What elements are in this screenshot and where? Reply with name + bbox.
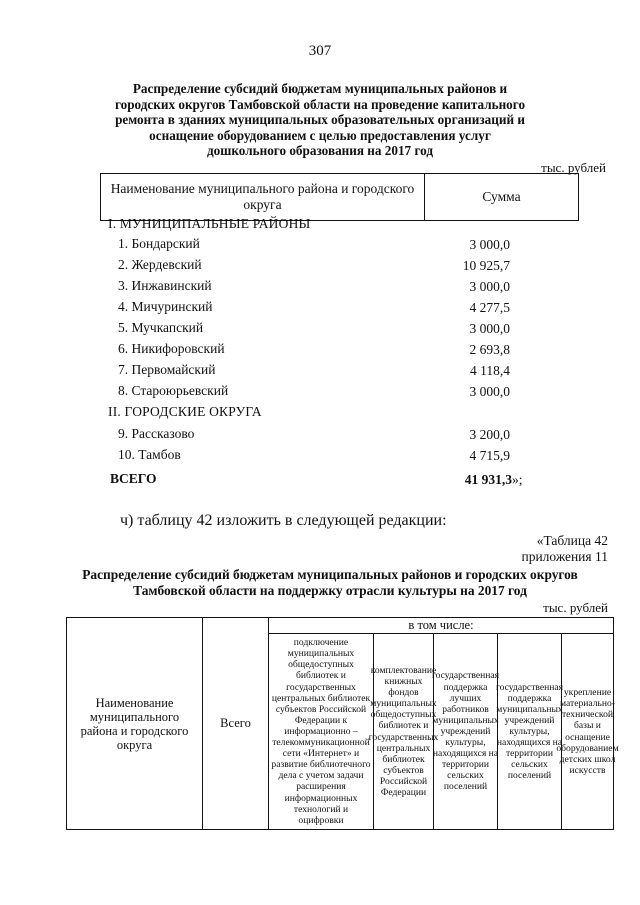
row-value: 3 200,0 [469, 427, 510, 442]
row-value: 4 715,9 [469, 448, 510, 463]
table41-header [100, 173, 579, 221]
row-value: 3 000,0 [469, 237, 510, 252]
table42-subcol-art-schools: укрепление материально-технической базы и оснащение оборудованием детских школ искусств [556, 687, 619, 776]
row-value: 10 925,7 [462, 258, 510, 273]
section-city-districts: II. ГОРОДСКИЕ ОКРУГА [108, 404, 262, 419]
total-label: ВСЕГО [110, 471, 157, 486]
table42-group-label: в том числе: [269, 618, 613, 634]
row-name: 1. Бондарский [118, 236, 200, 251]
table41-title: Распределение субсидий бюджетам муниципальных районов и городских округов Тамбовской области на проведение капитального ремонта в зданиях муниципальных образовательных организаций и оснащение оборудованием с целью предоставления услуг дошкольного образования на 2017 год [114, 81, 526, 159]
row-name: 4. Мичуринский [118, 299, 213, 314]
total-value: 41 931,3 [464, 472, 512, 487]
row-value: 3 000,0 [469, 384, 510, 399]
total-tail: »; [512, 472, 523, 487]
row-value: 3 000,0 [469, 279, 510, 294]
row-name: 5. Мучкапский [118, 320, 204, 335]
row-name: 9. Рассказово [118, 426, 195, 441]
row-value: 4 277,5 [469, 300, 510, 315]
row-name: 6. Никифоровский [118, 341, 225, 356]
row-name: 8. Староюрьевский [118, 383, 229, 398]
instruction-text: ч) таблицу 42 изложить в следующей редакции: [120, 512, 447, 529]
page-number: 307 [308, 43, 332, 59]
row-name: 7. Первомайский [118, 362, 216, 377]
table-reference: «Таблица 42 [536, 533, 608, 548]
table41-unit: тыс. рублей [541, 160, 606, 175]
table41-col-sum: Сумма [482, 189, 521, 204]
row-name: 3. Инжавинский [118, 278, 212, 293]
table42-subcol-book-funds: комплектование книжных фондов муниципальных общедоступных библиотек и государственных центральных библиотек субъектов Российской Федерации [374, 634, 434, 829]
table42-title-line: Тамбовской области на поддержку отрасли культуры на 2017 год [133, 583, 527, 598]
table42-subcol-rural-institutions: государственная поддержка муниципальных учреждений культуры, находящихся на территории сельских поселений [498, 634, 562, 829]
table42-subcol-internet: подключение муниципальных общедоступных библиотек и государственных центральных библиотек субъектов Российской Федерации к информационно – телекоммуникационной сети «Интернет» и развитие библиотечного дела с учетом задачи расширения информационных технологий и оцифровки [269, 634, 374, 829]
table42-title-line: Распределение субсидий бюджетам муниципальных районов и городских округов [82, 567, 578, 582]
table42-col-total: Всего [203, 618, 269, 829]
section-municipal-districts: I. МУНИЦИПАЛЬНЫЕ РАЙОНЫ [108, 216, 311, 231]
table42-header [66, 617, 619, 830]
row-value: 4 118,4 [470, 363, 510, 378]
table42-col-name: Наименование муниципального района и городского округа [67, 618, 203, 829]
row-name: 10. Тамбов [118, 447, 181, 462]
table42-title [60, 567, 600, 599]
table41-col-name: Наименование муниципального района и городского округа [101, 174, 425, 220]
row-value: 2 693,8 [469, 342, 510, 357]
table42-unit: тыс. рублей [543, 600, 608, 615]
row-value: 3 000,0 [469, 321, 510, 336]
table-reference-appendix: приложения 11 [521, 549, 608, 564]
table42-subcol-best-workers: государственная поддержка лучших работников муниципальных учреждений культуры, находящихся на территории сельских поселений [434, 634, 498, 829]
row-name: 2. Жердевский [118, 257, 202, 272]
